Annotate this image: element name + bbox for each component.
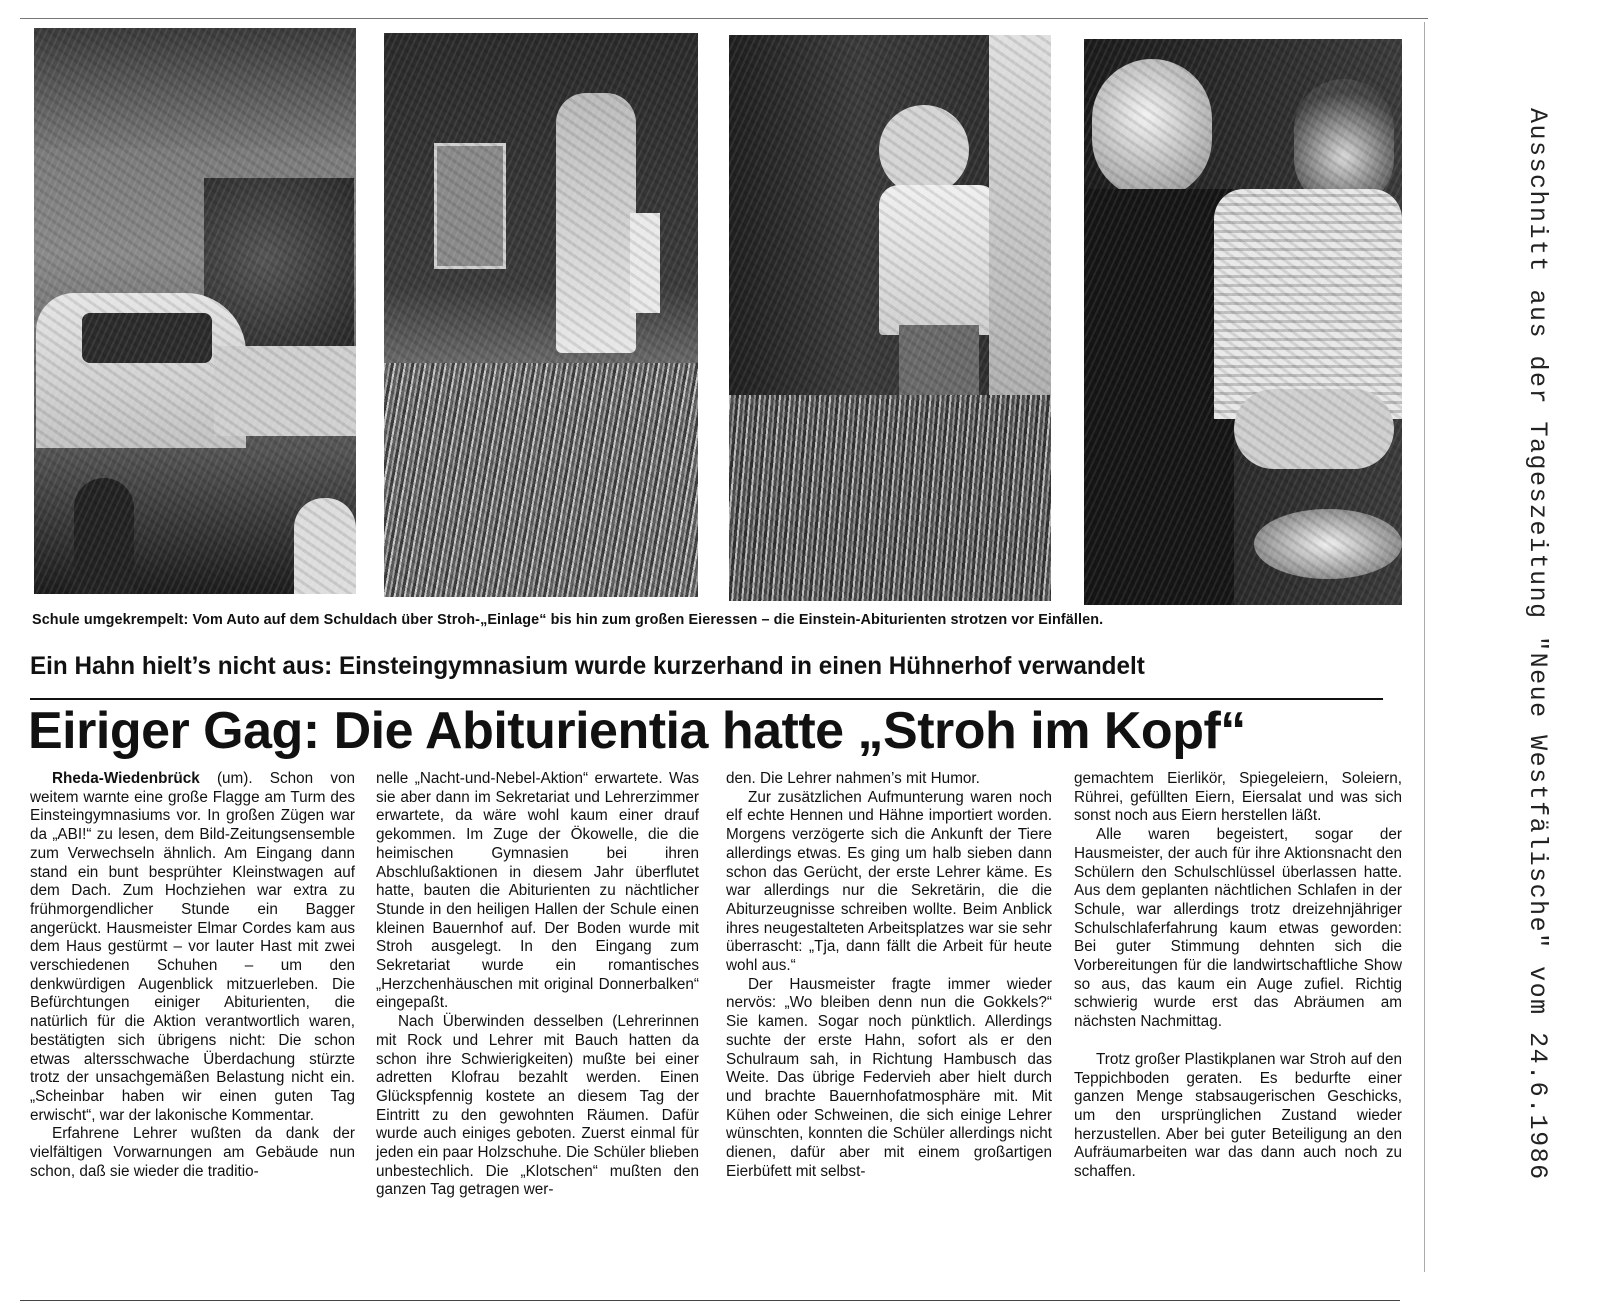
photo-caption: Schule umgekrempelt: Vom Auto auf dem Schuldach über Stroh-„Einlage“ bis hin zum großen Eieressen – die Einstein-Abiturienten strotzen vor Einfällen. xyxy=(32,612,1104,628)
photo-car-on-roof xyxy=(34,28,356,594)
clipping-edge xyxy=(1424,22,1425,1272)
article-column-2 xyxy=(376,770,699,1200)
dateline: Rheda-Wiedenbrück xyxy=(52,770,200,787)
clipping-bottom-edge xyxy=(20,1300,1400,1301)
article-paragraph: gemachtem Eierlikör, Spiegeleiern, Soleiern, Rührei, gefüllten Eiern, Eiersalat und was sich sonst noch aus Eiern herstellen läßt. xyxy=(1074,770,1402,825)
article-paragraph: Alle waren begeistert, sogar der Hausmeister, der auch für ihre Aktionsnacht den Schülern den Schulschlüssel überlassen hatte. Aus dem geplanten nächtlichen Schlafen in der Schule, war allerdings trotz dreizehnjähriger Schulschlaferfahrung kaum etwas geworden: Bei guter Stimmung dehnten sich die Vorbereitungen für die landwirtschaftliche Show so aus, das kaum ein Auge zufiel. Richtig schwierig wurde erst das Abräumen am nächsten Nachmittag. xyxy=(1074,826,1402,1031)
paragraph-text: (um). Schon von weitem warnte eine große Flagge am Turm des Einsteingymnasiums vor. In großen Zügen war da „ABI!“ zu lesen, dem Bild-Zeitungsensemble zum Verwechseln ähnlich. Am Eingang dann stand ein bunt besprühter Kleinstwagen auf dem Dach. Zum Hochziehen war extra zu frühmorgendlicher Stunde ein Bagger angerückt. Hausmeister Elmar Cordes kam aus dem Haus gestürmt – vor lauter Hast mit zwei verschiedenen Schuhen – um den denkwürdigen Augenblick mitzuerleben. Die Befürchtungen einiger Abiturienten, die natürlich für die Aktion verantwortlich waren, bestätigten sich übrigens nicht: Die schon etwas altersschwache Überdachung stürzte trotz der unsachgemäßen Belastung nicht ein. „Scheinbar haben wir einen guten Tag erwischt“, war der lakonische Kommentar. xyxy=(30,770,355,1124)
article-paragraph: nelle „Nacht-und-Nebel-Aktion“ erwartete. Was sie aber dann im Sekretariat und Lehrerzimmer erwartete, da wäre wohl kaum einer drauf gekommen. Im Zuge der Ökowelle, die die heimischen Gymnasien bei ihren Abschlußaktionen in diesem Jahr überflutet hatte, bauten die Abiturienten zu nächtlicher Stunde in den heiligen Hallen der Schule einen kleinen Bauernhof auf. Der Boden wurde mit Stroh ausgelegt. In den Eingang zum Sekretariat wurde ein romantisches „Herzchenhäuschen mit original Donnerbalken“ eingepaßt. xyxy=(376,770,699,1012)
article-paragraph: Nach Überwinden desselben (Lehrerinnen mit Rock und Lehrer mit Bauch hatten da schon ihre Schwierigkeiten) mußte bei einer adretten Klofrau bezahlt werden. Einen Glückspfennig kostete an diesem Tag der Eintritt zu den gewohnten Räumen. Dafür wurde auch einiges geboten. Zuerst einmal für jeden ein paar Holzschuhe. Die Schüler blieben unbestechlich. Die „Klotschen“ mußten den ganzen Tag getragen wer- xyxy=(376,1013,699,1199)
article-paragraph: Trotz großer Plastikplanen war Stroh auf den Teppichboden geraten. Es bedurfte einer ganzen Menge stabsaugerischen Geschicks, um den ursprünglichen Zustand wieder herzustellen. Aber bei guter Beteiligung an den Aufräumarbeiten war das dann auch noch zu schaffen. xyxy=(1074,1050,1402,1181)
article-paragraph: Erfahrene Lehrer wußten da dank der vielfältigen Vorwarnungen am Gebäude nun schon, daß sie wieder die traditio- xyxy=(30,1125,355,1180)
photo-straw-hallway xyxy=(384,33,698,597)
article-paragraph: Der Hausmeister fragte immer wieder nervös: „Wo bleiben denn nun die Gokkels?“ Sie kamen. Sogar noch pünktlich. Allerdings suchte der erste Hahn, sofort als er den Schulraum sah, in Richtung Hambusch das Weite. Das übrige Federvieh aber hielt durch und brachte Bauernhofatmosphäre mit. Mit Kühen oder Schweinen, die sich einige Lehrer wünschten, konnten die Schüler allerdings nicht dienen, dafür aber mit einem großartigen Eierbüfett mit selbst- xyxy=(726,975,1052,1180)
article-column-3 xyxy=(726,770,1052,1181)
article-column-1 xyxy=(30,770,355,1181)
article-column-4 xyxy=(1074,770,1402,1182)
article-paragraph: den. Die Lehrer nahmen’s mit Humor. xyxy=(726,770,980,787)
photo-teacher-straw xyxy=(729,35,1051,601)
photo-egg-frying xyxy=(1084,39,1402,605)
source-note: Ausschnitt aus der Tageszeitung "Neue Westfälische" vom 24.6.1986 xyxy=(1523,108,1552,1181)
article-paragraph xyxy=(30,770,355,1125)
kicker-headline: Ein Hahn hielt’s nicht aus: Einsteingymnasium wurde kurzerhand in einen Hühnerhof verwandelt xyxy=(30,652,1145,680)
article-paragraph: Zur zusätzlichen Aufmunterung waren noch elf echte Hennen und Hähne importiert worden. Morgens verzögerte sich die Ankunft der Tiere allerdings etwas. Es ging um halb sieben dann schon das Gerücht, der erste Lehrer käme. Es war allerdings nur die Sekretärin, die die Abiturzeugnisse schreiben wollte. Beim Anblick ihres neugestalteten Arbeitsplatzes war sie sehr überrascht: „Tja, dann fällt die Arbeit für heute wohl aus.“ xyxy=(726,788,1052,975)
main-headline: Eiriger Gag: Die Abiturientia hatte „Stroh im Kopf“ xyxy=(28,702,1246,760)
